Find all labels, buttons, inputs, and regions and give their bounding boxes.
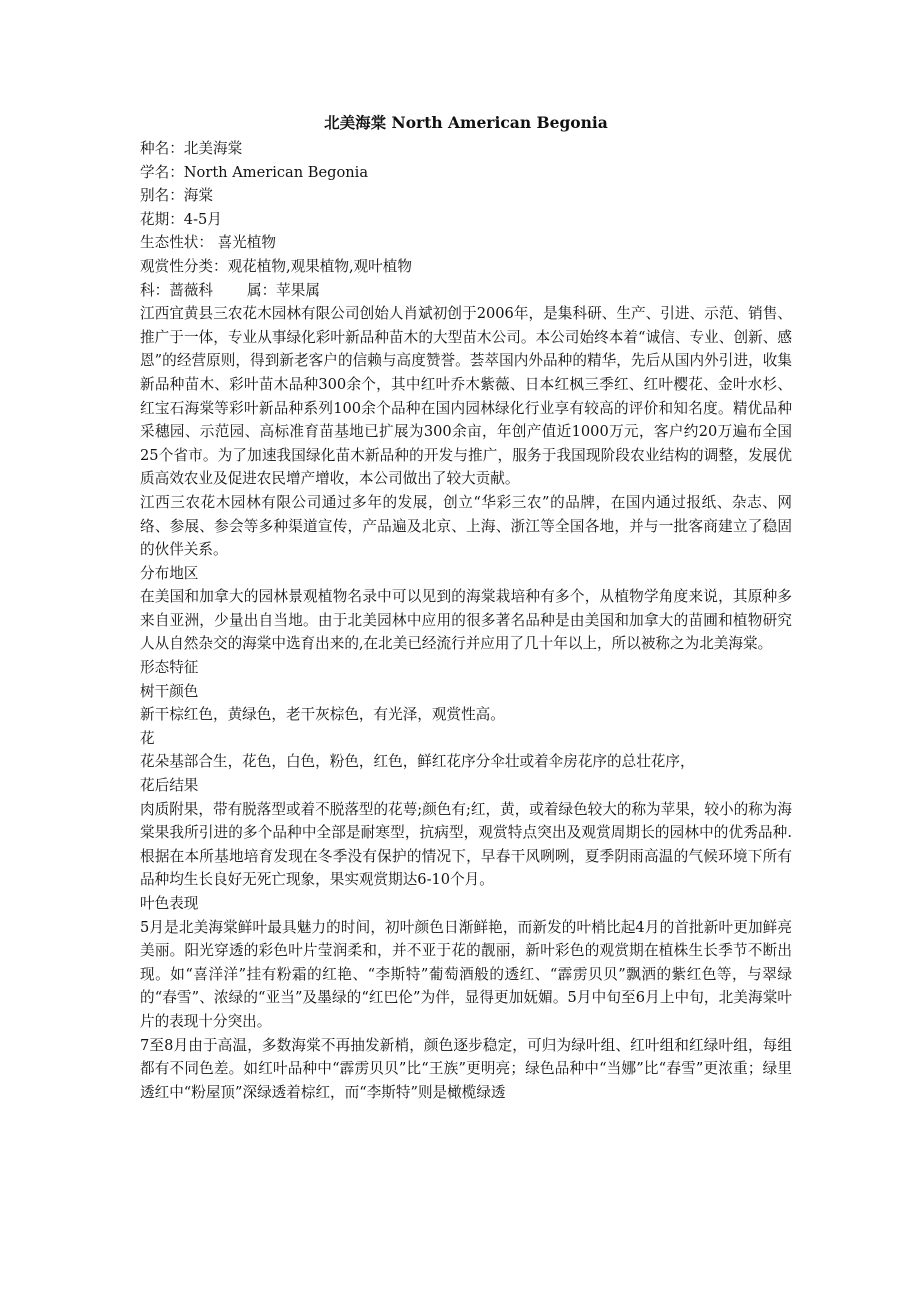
genus-field: 属：苹果属 — [246, 281, 320, 299]
company-brand-paragraph: 江西三农花木园林有限公司通过多年的发展，创立“华彩三农”的品牌，在国内通过报纸、杂志、网络、参展、参会等多种渠道宣传，产品遍及北京、上海、浙江等全国各地，并与一批客商建立了稳固的伙伴关系。 — [140, 493, 792, 559]
scientific-name-field: 学名：North American Begonia — [140, 163, 369, 181]
ecological-habit-field: 生态性状： 喜光植物 — [140, 234, 276, 252]
fruit-paragraph: 肉质附果，带有脱落型或着不脱落型的花萼;颜色有;红，黄，或着绿色较大的称为苹果，较小的称为海棠果我所引进的多个品种中全部是耐寒型，抗病型，观赏特点突出及观赏周期长的园林中的优秀品种.根据在本所基地培育发现在冬季没有保护的情况下，早春干风咧咧，夏季阴雨高温的气候环境下所有品种均生长良好无死亡现象，果实观赏期达6-10个月。 — [140, 800, 792, 889]
distribution-heading: 分布地区 — [140, 564, 199, 582]
flowering-period-field: 花期：4-5月 — [140, 210, 222, 228]
leaf-color-paragraph-2: 7至8月由于高温，多数海棠不再抽发新梢，颜色逐步稳定，可归为绿叶组、红叶组和红绿叶组，每组都有不同色差。如红叶品种中“霹雳贝贝”比“王族”更明亮；绿色品种中“当娜”比“春雪”更浓重；绿里透红中“粉屋顶”深绿透着棕红，而“李斯特”则是橄榄绿透 — [140, 1036, 792, 1101]
trunk-color-heading: 树干颜色 — [140, 682, 199, 700]
company-intro-paragraph: 江西宜黄县三农花木园林有限公司创始人肖斌初创于2006年，是集科研、生产、引进、示范、销售、推广于一体，专业从事绿化彩叶新品种苗木的大型苗木公司。本公司始终本着“诚信、专业、创新、感恩”的经营原则，得到新老客户的信赖与高度赞誉。荟萃国内外品种的精华，先后从国内外引进，收集新品种苗木、彩叶苗木品种300余个，其中红叶乔木紫薇、日本红枫三季红、红叶樱花、金叶水杉、红宝石海棠等彩叶新品种系列100余个品种在国内园林绿化行业享有较高的评价和知名度。精优品种采穗园、示范园、高标准育苗基地已扩展为300余亩，年创产值近1000万元，客户约20万遍布全国25个省市。为了加速我国绿化苗木新品种的开发与推广，服务于我国现阶段农业结构的调整，发展优质高效农业及促进农民增产增收，本公司做出了较大贡献。 — [140, 305, 792, 488]
leaf-color-paragraph-1: 5月是北美海棠鲜叶最具魅力的时间，初叶颜色日渐鲜艳，而新发的叶梢比起4月的首批新叶更加鲜亮美丽。阳光穿透的彩色叶片莹润柔和，并不亚于花的靓丽，新叶彩色的观赏期在植株生长季节不断出现。如“喜洋洋”挂有粉霜的红艳、“李斯特”葡萄酒般的透红、“霹雳贝贝”飘洒的紫红色等，与翠绿的“春雪”、浓绿的“亚当”及墨绿的“红巴伦”为伴，显得更加妩媚。5月中旬至6月上中旬，北美海棠叶片的表现十分突出。 — [140, 918, 792, 1030]
morphology-heading: 形态特征 — [140, 659, 199, 677]
page-title: 北美海棠 North American Begonia — [324, 113, 608, 132]
family-genus-field — [140, 279, 792, 303]
leaf-color-heading: 叶色表现 — [140, 895, 199, 912]
fruit-heading: 花后结果 — [140, 777, 199, 795]
ornamental-class-field: 观赏性分类：观花植物,观果植物,观叶植物 — [140, 257, 412, 275]
distribution-paragraph: 在美国和加拿大的园林景观植物名录中可以见到的海棠栽培种有多个，从植物学角度来说，其原种多来自亚洲，少量出自当地。由于北美园林中应用的很多著名品种是由美国和加拿大的苗圃和植物研究人从自然杂交的海棠中选育出来的,在北美已经流行并应用了几十年以上，所以被称之为北美海棠。 — [140, 588, 792, 653]
alias-field: 别名：海棠 — [140, 187, 213, 205]
family-field: 科：蔷薇科 — [140, 281, 213, 299]
flower-paragraph: 花朵基部合生，花色，白色，粉色，红色，鲜红花序分伞壮或着伞房花序的总壮花序， — [140, 753, 695, 771]
document-page — [140, 110, 792, 1104]
species-name-field: 种名：北美海棠 — [140, 140, 243, 157]
trunk-color-paragraph: 新干棕红色，黄绿色，老干灰棕色，有光泽，观赏性高。 — [140, 706, 505, 724]
flower-heading: 花 — [140, 729, 155, 747]
